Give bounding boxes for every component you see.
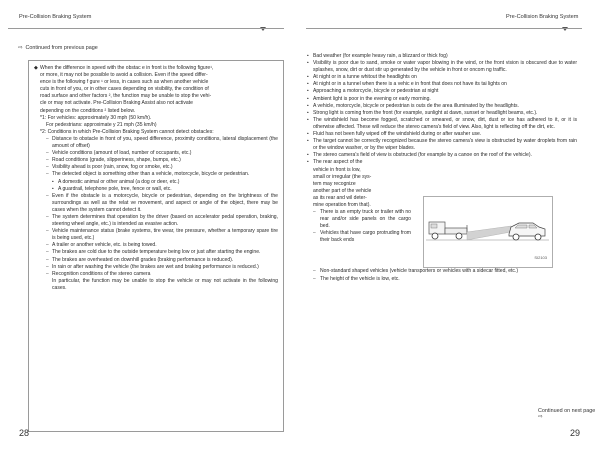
intro-line: depending on the conditions ² listed below. [40,107,136,114]
condition-subitem: • A guardrail, telephone pole, tree, fence or wall, etc. [52,185,172,192]
dot-bullet-icon: • [307,110,309,116]
case-bullet: • Bad weather (for example heavy rain, a blizzard or thick fog) [307,53,448,59]
intro-line: road surface and other factors ², the function may be unable to stop the vehi- [40,93,212,100]
case-bullet: • The stereo camera's field of view is obstructed (for example by a canoe on the roof of the vehicle). [307,152,532,159]
dot-bullet-icon: • [307,153,309,159]
continued-next-note [538,408,600,420]
closing-line: In particular, the function may be unable to stop the vehicle or may not activate in the following cases. [52,277,278,291]
dot-bullet-icon: • [307,61,309,67]
diamond-bullet-icon: ◆ [34,66,38,71]
dot-bullet-icon: • [307,103,309,109]
case-bullet: • Approaching a motorcycle, bicycle or pedestrian at night [307,88,439,95]
dot-bullet-icon: • [52,179,54,185]
continue-arrow-icon: ⇨ [538,414,543,420]
rear-aspect-bullet [307,159,577,282]
dot-bullet-icon: • [307,75,309,81]
condition-item: – Vehicle maintenance status (brake systems, tire wear, tire pressure, whether a temporary spare tire is being used, etc.) [46,228,278,242]
condition-item: – Road conditions (grade, slipperiness, shape, bumps, etc.) [46,157,181,164]
intro-line: or more, it may not be possible to avoid a collision. Even if the speed differ- [40,72,208,79]
case-bullet: • Fluid has not been fully wiped off the windshield during or after washer use. [307,131,482,138]
case-bullet: • Visibility is poor due to sand, smoke or water vapor blowing in the wind, or the front vision is obscured due to water splashes, snow, dirt or dust stir up generated by the vehicle in front or oncom ng traffic. [307,60,577,74]
condition-item: – In rain or after washing the vehicle (the brakes are wet and braking performance is reduced.) [46,263,259,270]
left-header-title: Pre-Collision Braking System [19,14,92,20]
rear-case-item: – The height of the vehicle is low, etc. [313,275,400,282]
continued-next-text: Continued on next page [538,408,596,414]
case-bullet: • Strong light is coming from the front (for example, sunlight at dawn, sunset or headlight beams, etc.). [307,109,538,116]
left-page-number: 28 [19,428,30,438]
intro-line: cuts in front of you, or in other cases depending on visibility, the condition of [40,86,209,93]
dot-bullet-icon: • [52,186,54,192]
condition-item: – Even if the obstacle is a motorcycle, bicycle or pedestrian, depending on the brightness of the surroundings as well as the relat ve movement, and aspect or angle of the object, there may be cases when the system cannot detect it. [46,192,278,213]
intro-line: When the difference in speed with the obstac e in front is the following figure¹, [40,65,214,71]
intro-line: cle or may not activate. Pre-Collision Braking Assist also not activate [40,100,193,107]
right-page [300,0,600,450]
footnote-2-heading: *2: Conditions in which Pre-Collision Braking System cannot detect obstacles: [40,128,214,135]
case-bullet: • At night or in a tunne whitout the headlights on [307,74,417,81]
intro-line: ence is the following f gure ¹ or less, in cases such as when another vehicle [40,79,209,86]
intro-note [34,65,278,292]
condition-item: – The detected object is something other than a vehicle, motorcycle, bicycle or pedestrian. [46,171,250,178]
left-header-rule [8,28,284,29]
condition-item: – Distance to obstacle in front of you, speed difference, proximity conditions, lateral displacement (the amount of offset) [46,135,278,150]
dot-bullet-icon: • [307,54,309,59]
condition-item: – Visibility ahead is poor (rain, snow, fog or smoke, etc.) [46,164,173,171]
footnote-1-line2: For pedestrians: approximate y 21 mph (35 km/h) [46,121,157,128]
case-bullet: • The target cannot be correctly recognized because the stereo camera's view is obstructed by water droplets from rain or the window washer, or by the wiper blades. [307,138,577,152]
dot-bullet-icon: • [307,117,309,123]
left-notes-content [34,65,278,292]
condition-item: – Vehicle conditions (amount of load, number of occupants, etc.) [46,150,192,157]
truck-car-illustration [423,196,553,268]
continued-from-text: Continued from previous page [25,45,98,51]
rear-case-item: – Vehicles that have cargo protruding from their back ends [313,230,411,244]
dot-bullet-icon: • [307,89,309,95]
condition-item: – A trailer or another vehicle, etc. is being towed. [46,242,157,249]
rear-case-item: – Non-standard shaped vehicles (vehicle transporters or vehicles with a sidecar fitted, etc.) [313,268,519,275]
continue-arrow-icon: ⇨ [18,45,23,51]
footnote-1-line1: *1: For vehicles: approximately 30 mph (50 km/h). [40,114,152,121]
dot-bullet-icon: • [307,139,309,145]
condition-item: – The brakes are overheated on downhill grades (braking performance is reduced). [46,256,234,263]
case-bullet: • At night or in a tunnel when there is a vehic e in front that does not have its tai lights on [307,81,507,88]
case-bullet: • A vehicle, motorcycle, bicycle or pedestrian is outs de the area illuminated by the headlights. [307,102,519,109]
right-notes-content [307,53,577,283]
dot-bullet-icon: • [307,132,309,138]
case-bullet: • The windshield has become fogged, scratched or smeared, or snow, dirt, dust or ice has adhered to it, or it is otherwise affected. These will reduce the stereo camera's field of view. Also, light is reflecting off the dirt, etc. [307,116,577,130]
right-page-number: 29 [570,428,581,438]
dot-bullet-icon: • [307,82,309,88]
rear-case-item: – There is an empty truck or trailer with no rear and/or side panels on the cargo bed. [313,209,411,230]
dot-bullet-icon: • [307,96,309,102]
figure-code: SI2103 [534,255,547,261]
condition-item: – Recognition conditions of the stereo camera [46,270,151,277]
case-bullet: • Ambient light is poor in the evening or early morning. [307,95,431,102]
condition-item: – The brakes are cold due to the outside temperature being low or just after starting the engine. [46,249,261,256]
right-header-rule [306,28,582,29]
continued-from-note [18,45,98,51]
condition-item: – The system determines that operation by the driver (based on accelerator pedal operation, braking, steering wheel angle, etc.) is intended as evasive action. [46,213,278,228]
rear-aspect-text: The rear aspect of the vehicle in front is low, small or irregular (the sys- tem may recognize another part of the vehicle as its rear and wil deter- mine operation from that). – There is an empty truck or trailer with no rear and/or side panels on the cargo bed. – Vehicles that have cargo protruding from their back ends [313,159,411,244]
condition-subitem: • A domestic animal or other animal (a dog or deer, etc.) [52,178,180,185]
dot-bullet-icon: • [307,160,309,166]
right-header-title: Pre-Collision Braking System [506,14,579,20]
